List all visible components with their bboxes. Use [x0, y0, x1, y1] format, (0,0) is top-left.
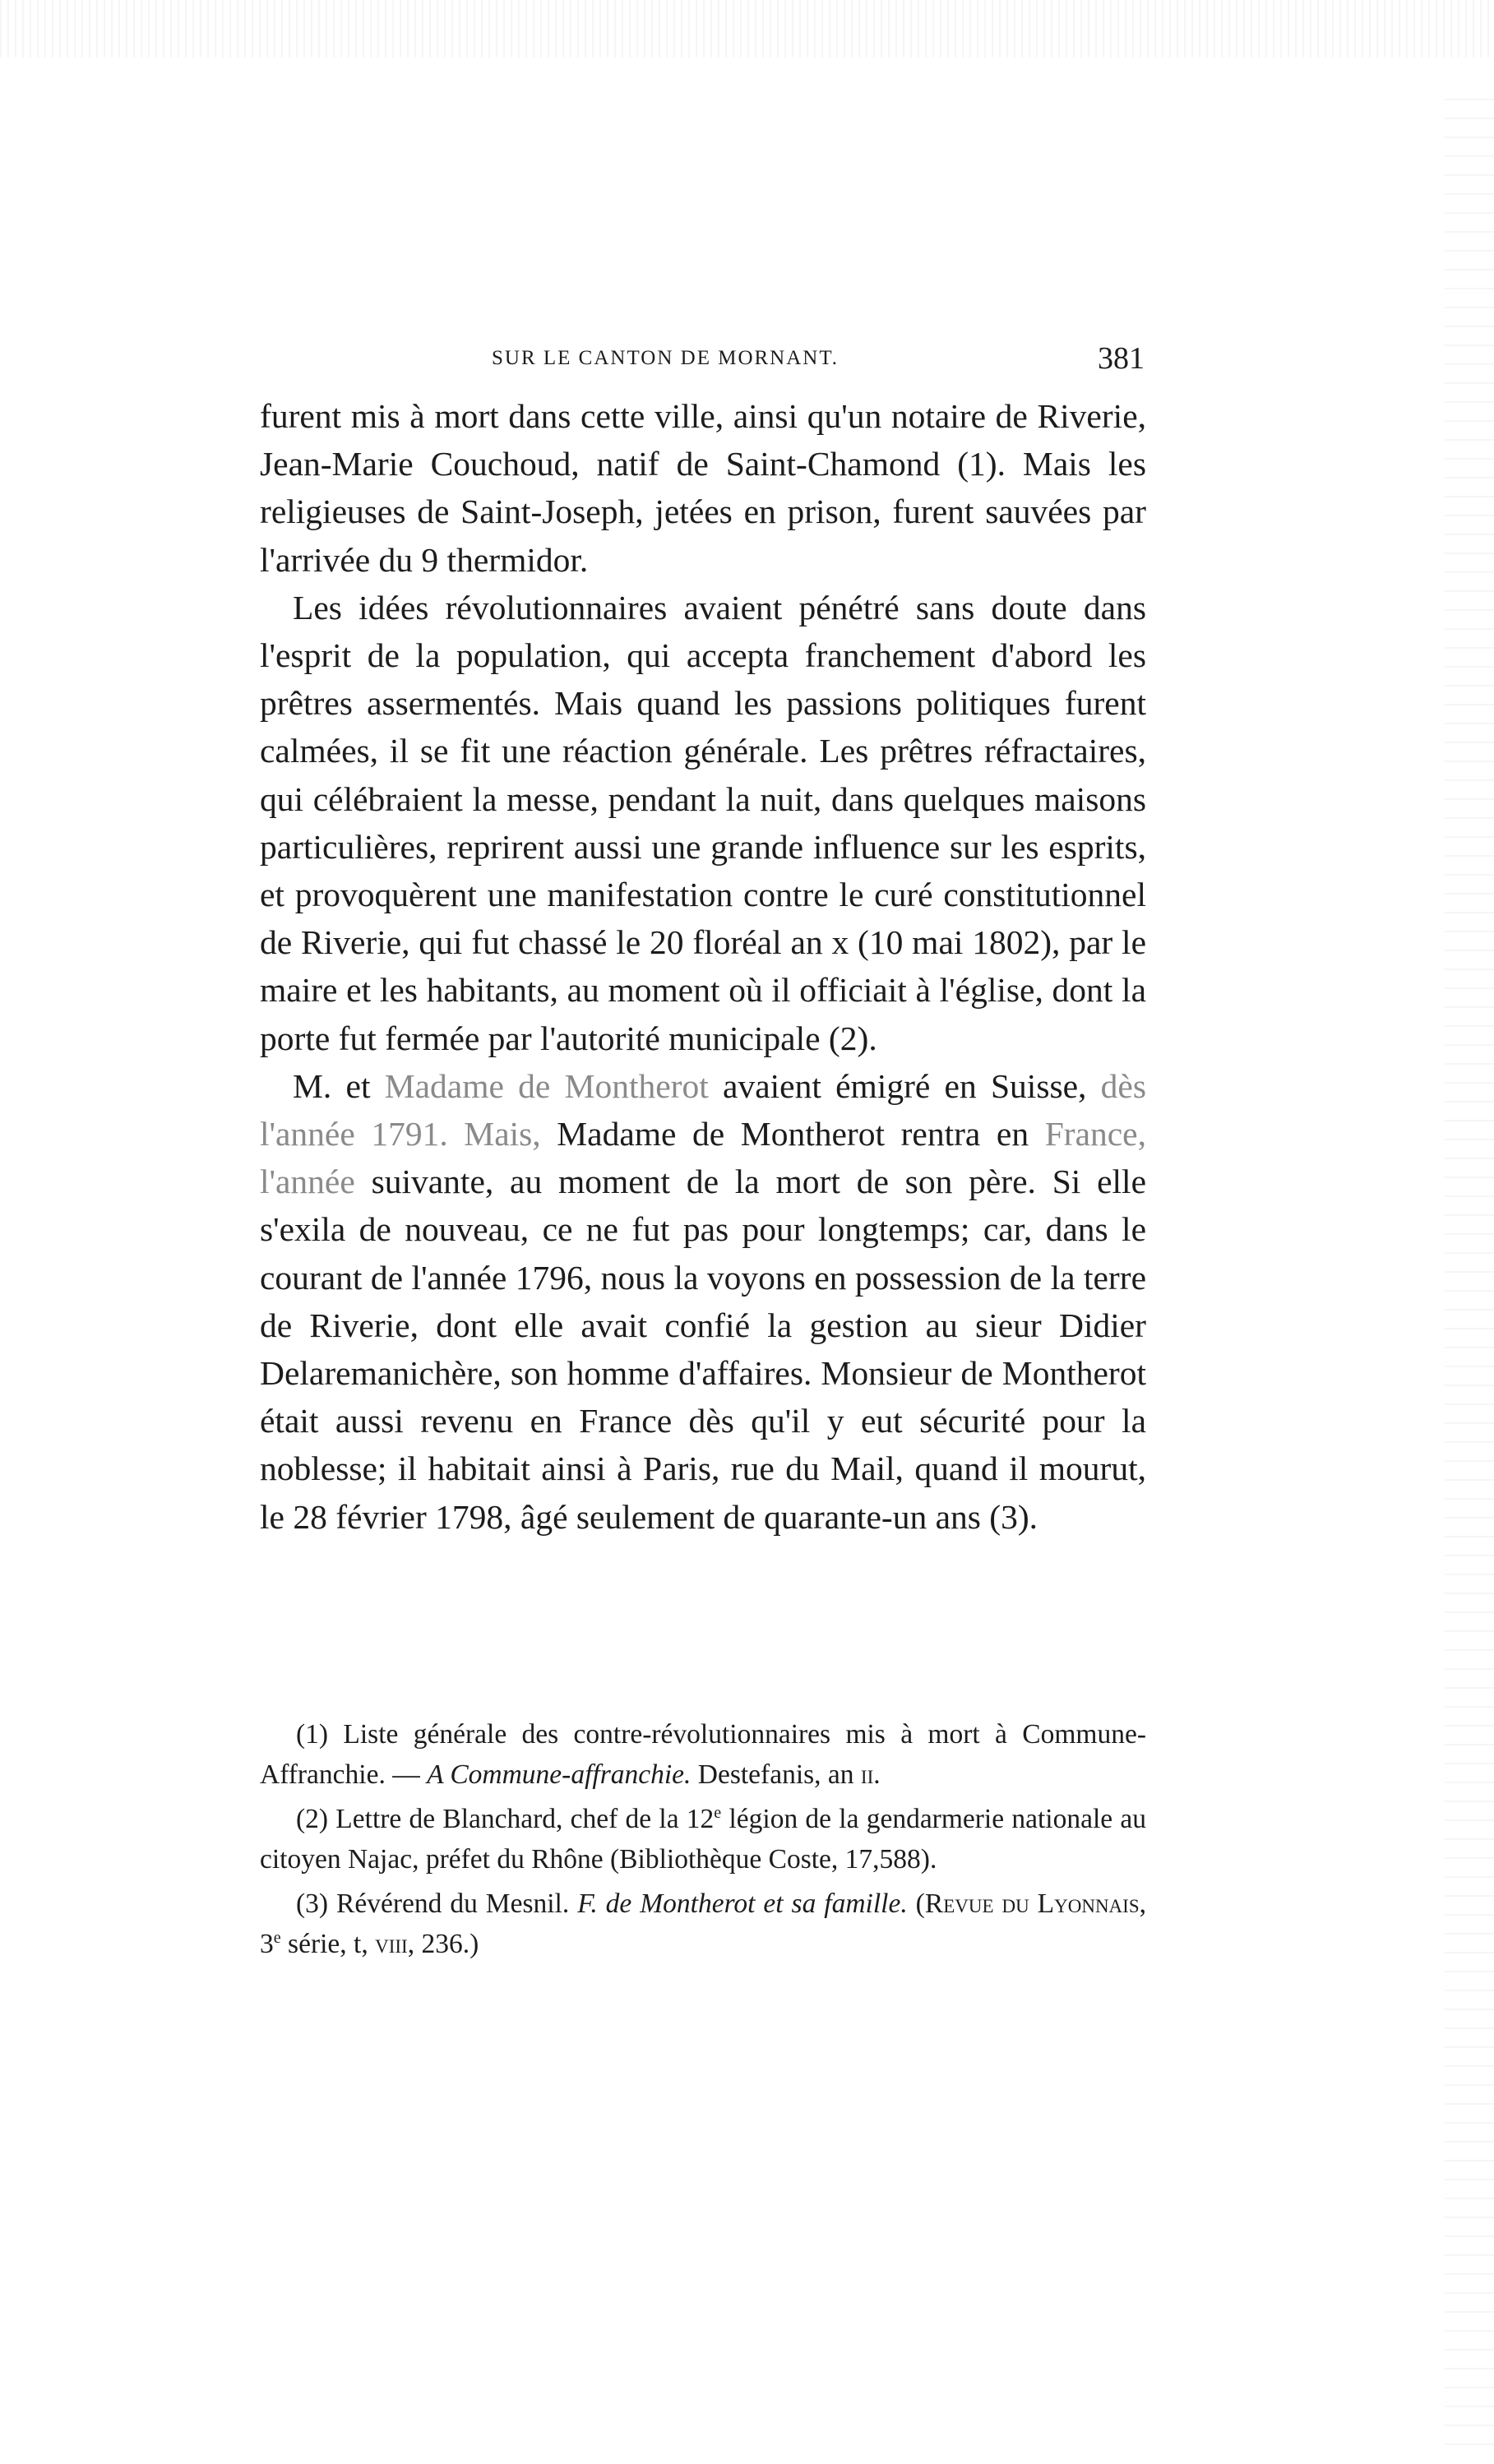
paragraph-3-faded-2: dès l'année 1791. Mais, — [260, 1066, 1146, 1153]
running-head — [492, 341, 1145, 380]
footnote-2-superscript: e — [714, 1803, 722, 1822]
footnote-3-page: , 236.) — [407, 1929, 479, 1959]
footnote-3-superscript: e — [273, 1928, 281, 1947]
paragraph-3-rest: suivante, au moment de la mort de son père. Si elle s'exila de nouveau, ce ne fut pas pour longtemps; car, dans le courant de l'année 1796, nous la voyons en possession de la terre de Riverie, dont elle avait confié la gestion au sieur Didier Delaremanichère, son homme d'affaires. Monsieur de Montherot était aussi revenu en France dès qu'il y eut sécurité pour la noblesse; il habitait ainsi à Paris, rue du Mail, quand il mourut, le 28 février 1798, âgé seulement de quarante-un ans (3). — [260, 1163, 1146, 1536]
footnote-3-paren: ( — [907, 1888, 925, 1919]
footnote-2-start: (2) Lettre de Blanchard, chef de la 12 — [296, 1804, 715, 1834]
paragraph-2: Les idées révolutionnaires avaient pénétré sans doute dans l'esprit de la population, qui accepta franchement d'abord les prêtres assermentés. Mais quand les passions politiques furent calmées, il se fit une réaction générale. Les prêtres réfractaires, qui célébraient la messe, pendant la nuit, dans quelques maisons particulières, reprirent aussi une grande influence sur les esprits, et provoquèrent une manifestation contre le curé constitutionnel de Riverie, qui fut chassé le 20 floréal an x (10 mai 1802), par le maire et les habitants, au moment où il officiait à l'église, dont la porte fut fermée par l'autorité municipale (2). — [260, 588, 1146, 1057]
footnote-1-publisher: Destefanis, an — [691, 1759, 861, 1790]
page-number: 381 — [1098, 341, 1145, 376]
running-title: SUR LE CANTON DE MORNANT. — [492, 347, 839, 369]
scan-artifact-right-edge — [1445, 99, 1494, 2450]
footnote-1 — [260, 1714, 1146, 1795]
footnote-1-text: (1) Liste générale des contre-révolutionnaires mis à mort à Commune-Affranchie. — — [260, 1719, 1146, 1790]
paragraph-3-faded-3: France, l'année — [260, 1115, 1146, 1201]
paragraph-3-mid-2: Madame de Montherot rentra en — [540, 1115, 1045, 1153]
body-text — [260, 392, 1146, 1541]
footnote-3-tail: série, t, — [280, 1929, 376, 1959]
footnote-3-start: (3) Révérend du Mesnil. — [296, 1888, 578, 1919]
paragraph-1: furent mis à mort dans cette ville, ainsi qu'un notaire de Riverie, Jean-Marie Couchoud, natif de Saint-Chamond (1). Mais les religieuses de Saint-Joseph, jetées en prison, furent sauvées par l'arrivée du 9 thermidor. — [260, 397, 1146, 579]
footnote-1-title: A Commune-affranchie. — [427, 1759, 691, 1790]
footnote-3-title: F. de Montherot et sa famille. — [577, 1888, 908, 1919]
footnote-2 — [260, 1799, 1146, 1879]
footnote-2-end: légion de la gendarmerie nationale au citoyen Najac, préfet du Rhône (Bibliothèque Coste, 17,588). — [260, 1804, 1146, 1875]
footnote-3 — [260, 1884, 1146, 1964]
paragraph-3-faded-1: Madame de Montherot — [384, 1066, 709, 1105]
footnote-1-year: ii. — [860, 1759, 881, 1790]
footnote-3-volume: viii — [375, 1929, 408, 1959]
paragraph-3-start: M. et — [293, 1066, 385, 1105]
paragraph-3-mid-1: avaient émigré en Suisse, — [708, 1066, 1101, 1105]
footnote-3-journal: Revue du Lyonnais — [924, 1888, 1140, 1919]
footnotes — [260, 1714, 1146, 1968]
scan-artifact-top — [0, 0, 1494, 58]
paragraph-3 — [260, 1062, 1146, 1541]
footnote-3-series: , 3 — [260, 1888, 1146, 1959]
